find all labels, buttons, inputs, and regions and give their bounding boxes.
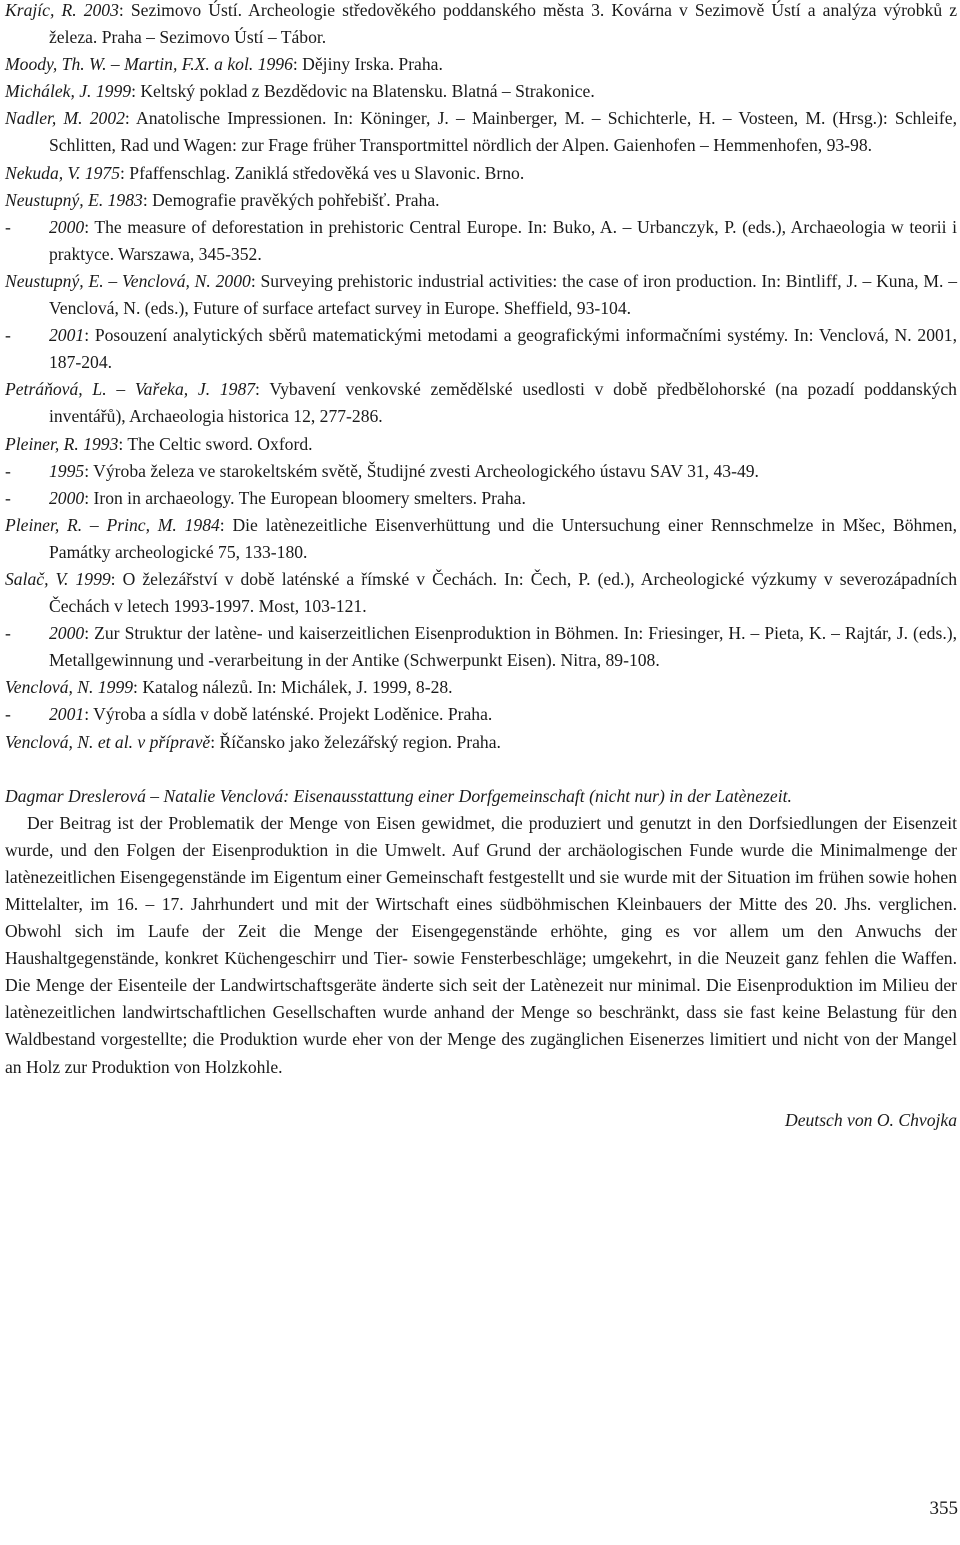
reference-text: : Iron in archaeology. The European bloomery smelters. Praha. (84, 487, 526, 508)
page-number: 355 (929, 1498, 958, 1519)
reference-dash: - (5, 325, 11, 346)
reference-year: 2000 (49, 216, 85, 237)
reference-year: 2001 (49, 704, 85, 725)
reference-entry (5, 187, 957, 214)
reference-year: 1999 (95, 81, 132, 102)
reference-author: Pleiner, R. (5, 433, 79, 454)
reference-dash: - (5, 216, 11, 237)
reference-text: : Výroba železa ve starokeltském světě, Študijné zvesti Archeologického ústavu SAV 31, 43-49. (84, 460, 759, 481)
reference-entry (5, 376, 957, 430)
reference-text: : Keltský poklad z Bezdědovic na Blatensku. Blatná – Strakonice. (131, 81, 595, 102)
reference-author: Venclová, N. (5, 677, 94, 698)
reference-author: Salač, V. (5, 568, 69, 589)
reference-text: : Demografie pravěkých pohřebišť. Praha. (142, 189, 440, 210)
reference-text: : Katalog nálezů. In: Michálek, J. 1999, 8-28. (133, 677, 453, 698)
reference-text: : Die latènezeitliche Eisenverhüttung und die Untersuchung einer Rennschmelze in Mšec, Böhmen, Památky archeologické 75, 133-180. (49, 514, 958, 562)
reference-author: Krajíc, R. (5, 0, 77, 20)
page (5, 0, 957, 1134)
abstract-section (5, 783, 957, 1134)
reference-entry (5, 51, 957, 78)
reference-year: 1983 (107, 189, 143, 210)
reference-entry (5, 485, 957, 512)
reference-entry (5, 701, 957, 728)
reference-entry (5, 674, 957, 701)
reference-dash: - (5, 487, 11, 508)
reference-year: 2003 (83, 0, 119, 20)
reference-entry (5, 0, 957, 51)
reference-author: Venclová, N. et al. (5, 731, 134, 752)
reference-text: : Říčansko jako železářský region. Praha. (210, 731, 501, 752)
reference-year: 1984 (184, 514, 220, 535)
reference-entry (5, 105, 957, 159)
reference-text: : Vybavení venkovské zemědělské usedlosti v době předbělohorské (na pozadí poddanských inventářů), Archaeologia historica 12, 277-286. (49, 379, 957, 427)
reference-dash: - (5, 704, 11, 725)
reference-year: 1987 (219, 379, 256, 400)
reference-author: Moody, Th. W. – Martin, F.X. a kol. (5, 54, 254, 75)
abstract-title: Dagmar Dreslerová – Natalie Venclová: Eisenausstattung einer Dorfgemeinschaft (nicht nur) in der Latènezeit. (5, 785, 792, 806)
reference-text: : Zur Struktur der latène- und kaiserzeitlichen Eisenproduktion in Böhmen. In: Friesinger, H. – Pieta, K. – Rajtár, J. (eds.), Metallgewinnung und -verarbeitung in der Antike (Schwerpunkt Eisen). Nitra, 89-108. (49, 623, 957, 671)
reference-author: Petráňová, L. – Vařeka, J. (5, 379, 211, 400)
reference-text: : Surveying prehistoric industrial activities: the case of iron production. In: Bintliff, J. – Kuna, M. – Venclová, N. (eds.), Future of surface artefact survey in Europe. Sheffield, 93-104. (49, 270, 957, 319)
reference-entry (5, 620, 957, 674)
reference-entry (5, 729, 957, 756)
reference-year: 1993 (83, 433, 119, 454)
reference-author: Nekuda, V. (5, 162, 81, 183)
reference-text: : Pfaffenschlag. Zaniklá středověká ves u Slavonic. Brno. (120, 162, 525, 183)
reference-author: Neustupný, E. – Venclová, N. (5, 270, 211, 291)
reference-dash: - (5, 623, 11, 644)
abstract-body: Der Beitrag ist der Problematik der Menge von Eisen gewidmet, die produziert und genutzt in den Dorfsiedlungen der Eisenzeit wurde, und den Folgen der Eisenproduktion in die Umwelt. Auf Grund der archäologischen Funde wurde die Minimalmenge der latènezeitlichen Eisengegenstände im Eigentum einer Gemeinschaft festgestellt und sie wurde mit der Situation im frühen sowie hohen Mittelalter, im 16. – 17. Jahrhundert und mit der Wirtschaft eines südböhmischen Kleinbauers der Mitte des 20. Jhs. verglichen. Obwohl sich im Laufe der Zeit die Menge der Eisengegenstände erhöhte, ging es vor allem um den Anwuchs der Haushaltgegenstände, konkret Küchengeschirr und Tier- sowie Fensterbeschläge; umgekehrt, in die Neuzeit ganz fehlen die Waffen. Die Menge der Eisenteile der Landwirtschaftsgeräte änderte sich seit der Latènezeit nur minimal. Die Eisenproduktion im Milieu der latènezeitlichen landwirtschaftlichen Gesellschaften wurde anhand der Menge so beschränkt, dass sie fast keine Belastung für den Waldbestand vorgestellte; die Produktion wurde eher von der Menge des zugänglichen Eisenerzes limitiert und nicht von der Mangel an Holz zur Produktion von Holzkohle. (5, 812, 957, 1077)
translator-credit: Deutsch von O. Chvojka (785, 1109, 957, 1130)
reference-year: 2001 (49, 325, 85, 346)
reference-entry (5, 268, 957, 322)
reference-year: 2000 (49, 487, 85, 508)
reference-year: 2000 (215, 270, 251, 291)
reference-entry (5, 512, 957, 566)
reference-text: : O železářství v době laténské a římské v Čechách. In: Čech, P. (ed.), Archeologické výzkumy v severozápadních Čechách v letech 1993-1997. Most, 103-121. (49, 568, 957, 617)
reference-year: 1975 (84, 162, 121, 183)
reference-text: : Výroba a sídla v době laténské. Projekt Loděnice. Praha. (84, 704, 493, 725)
reference-entry (5, 431, 957, 458)
reference-text: : Posouzení analytických sběrů matematickými metodami a geografickými informačními systémy. In: Venclová, N. 2001, 187-204. (49, 325, 957, 373)
reference-author: Pleiner, R. – Princ, M. (5, 514, 177, 535)
reference-year: 2000 (49, 623, 85, 644)
reference-author: Neustupný, E. (5, 189, 104, 210)
reference-year: 2002 (89, 108, 125, 129)
reference-entry (5, 78, 957, 105)
reference-entry (5, 458, 957, 485)
reference-text: : The measure of deforestation in prehistoric Central Europe. In: Buko, A. – Urbanczyk, P. (eds.), Archaeologia w teorii i praktyce. Warszawa, 345-352. (49, 216, 957, 264)
reference-entry (5, 160, 957, 187)
reference-text: : Anatolische Impressionen. In: Köninger, J. – Mainberger, M. – Schichterle, H. – Vosteen, M. (Hrsg.): Schleife, Schlitten, Rad und Wagen: zur Frage früher Transportmittel nördlich der Alpen. Gaienhofen – Hemmenhofen, 93-98. (49, 108, 957, 156)
reference-list (5, 0, 957, 756)
reference-year: v přípravě (137, 731, 211, 752)
reference-year: 1999 (75, 568, 111, 589)
reference-year: 1996 (257, 54, 293, 75)
reference-dash: - (5, 460, 11, 481)
reference-author: Michálek, J. (5, 81, 92, 102)
reference-entry (5, 566, 957, 620)
reference-year: 1995 (49, 460, 85, 481)
reference-text: : Dějiny Irska. Praha. (292, 54, 443, 75)
reference-text: : The Celtic sword. Oxford. (118, 433, 313, 454)
reference-author: Nadler, M. (5, 108, 83, 129)
reference-year: 1999 (97, 677, 134, 698)
reference-text: : Sezimovo Ústí. Archeologie středověkého poddanského města 3. Kovárna v Sezimově Ústí a analýza výrobků z železa. Praha – Sezimovo Ústí – Tábor. (49, 0, 958, 48)
reference-entry (5, 214, 957, 268)
reference-entry (5, 322, 957, 376)
